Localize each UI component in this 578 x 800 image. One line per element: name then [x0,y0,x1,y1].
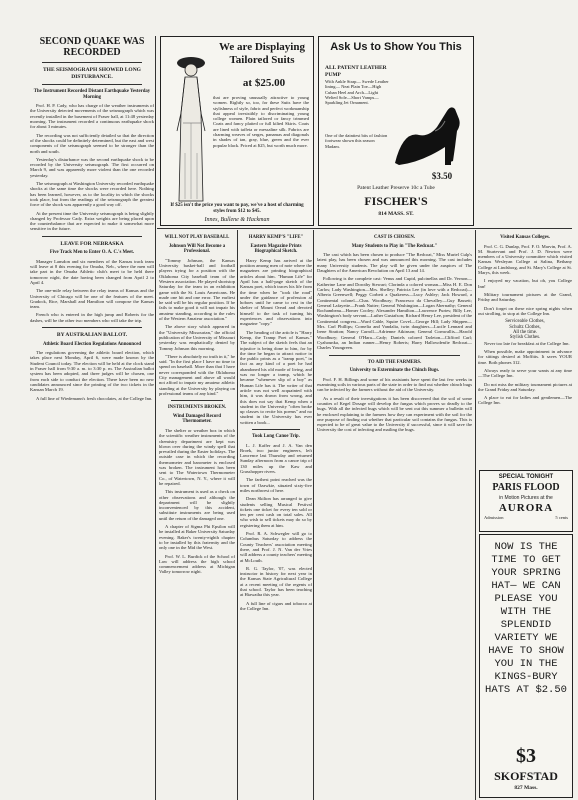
shoe-address: 814 MASS. ST. [378,211,414,217]
shoe-price: $3.50 [431,171,453,181]
column-1 [30,36,154,800]
shoe-ad [318,36,474,226]
shoe-note: One of the daintiest bits of fashion footwear shown this season Madam. [325,133,388,149]
article-paragraph: The one-mile relay between the relay teams of Kansas and the University of Chicago will be one of the features of the meet. Gradock, Rice, Marshall and Hamilton will compose the Kansas team. [30,288,154,310]
aurora-name: AURORA [498,502,554,514]
section-rule [157,228,572,229]
aurora-line-3: in Motion Pictures at the [499,495,553,501]
brief: Always ready to serve your wants at any time—The College Inn. [478,367,572,379]
subhead-ballot: Athletic Board Election Regulations Announced [42,341,142,347]
article-paragraph: The farthest point reached was the town of Ozawkie, situated sixty-five miles northwest of here. [240,477,312,493]
headline-instruments: INSTRUMENTS BROKEN. [167,405,227,411]
clothes-line: Serviceable Clothes, [505,319,545,325]
article-paragraph: Following is the complete cast: Venus and Cupid, pulcinellas and Dr. Vernon—Katherine Lane and Dorothy Stewart; Clorinda a colored woman—Miss H. E. Don Carlos; Lady Washington—Mrs. Shelley; Patricia Lee (in love with a Redcoat)—Alberta Greenwell; Peggy Corbett a Quakeress—Lucy Ashley; Jack Howard, a Continental colonel—Chas. Woodbury; Francesco da Chevalley—Guy Bassett; General Lafayette—Frank Nutter; General Washington—Logan Abernathy; General Rochambeau—Homer Cooley; Alexander Hamilton—Lawrence Purtes; Billy Lee, Washington's body servant—Luther Gustafson; Richard Henry Lee, president of the Continental congress—Ward Cable, Squire Covel—George Hill; Lady Shippen—Mrs. Carl Phillips; Cornelia and Vandalia, twin daughters—Lucile Lennard and Irene Stratton; Nancy Carroll—Adrienne Atkinson; General Cornwallis—Harold Woodbury; General O'Hara—Cady; Daniels colored Tarleton—Clifford Carl; Cyahounka, an Indian runner—Henry Roberts; Harry Hallowdenfie Redcoat—Charles Youngreen. [317,276,472,351]
aurora-line-1: SPECIAL TONIGHT [498,474,554,480]
column-2 [159,232,235,800]
article-paragraph: Prof. R. A. Schwegler will go to Columbus Saturday to address the County Teachers' association meeting there, and Prof. J. N. Van der Vries will address a county teachers' meeting at McLouth. [240,531,312,563]
article-paragraph: The cast which has been chosen to produce "The Redcoat," Miss Muriel Culp's latest play, has been chosen and was announced this morning. The cast includes many University students. The play will be given under the auspices of The Daughters of the American Revolution on April 13 and 14. [317,252,472,274]
article-paragraph: Prof. H. P. Cady, who has charge of the weather instruments of the University detected movements of the seismograph which was recently installed in the basement of Fraser hall, at 11:48 yesterday morning. The instrument recorded a continuous earthquake shock for about 3 minutes. [30,103,154,130]
suits-headline: We are Displaying Tailored Suits [219,41,305,66]
skofstad-name: SKOFSTAD [494,769,558,783]
skofstad-address: 827 Mass. [514,785,538,791]
article-paragraph: As a result of their investigations it has been discovered that the soil of some counties of Kegel Dosage will develop the fungus which proves so deadly to the bugs. With all the infected bugs which will be sent out this summer a bulletin will be enclosed explaining to the farmers how they can experiment with the soil for the one purpose of finding out whether that particular soil contains the fungus. This is expected to be of great value to the University if successful, since it will save the University the cost of infecting and mailing the bugs. [317,395,472,433]
brief: I enjoyed my vacation, but oh, you College Inn! [478,278,572,289]
article-paragraph: Prof. W. L. Burdick of the School of Law will address the high school commencement address at Michigan Valley tomorrow night. [159,553,235,575]
headline-quake: SECOND QUAKE WAS RECORDED [39,36,145,58]
article-paragraph: Harry Kemp has arrived at the position among men of note where the magazines are printing biographical articles about him. "Human Life" for April has a half-page sketch of the Kansas poet, which traces his life from the time when he "took the road" under the guidance of profession al hoboes until he came to rest in the shelter of Mount Oread and devoted himself to the task of turning his experiences and observations into magazine "copy." [240,257,312,327]
clothes-line: Schultz Clothes, [509,324,541,330]
article-paragraph: A full line of cigars and tobacco at the College Inn. [240,600,312,611]
article-paragraph: L. J. Kaffer and J. A. Van den Broek, two junior engineers, left Lawrence last Thursday and returned Sunday afternoon from a canoe trip of 130 miles up the Kaw and Grasshopper rivers. [240,442,312,475]
subhead-farmers: University to Exterminate the Chinch Bugs. [349,368,440,374]
column-rule [313,230,314,800]
article-paragraph: French who is entered in the high jump and Roberts for the dashes, will be the other two members who will take the trip. [30,312,154,323]
shoe-features: With Ankle Strap— Swede Leather lining— Neat Plain Toe—High Cuban Heel and Arch—Light Welted Sole—Short Vamps— Sparkling Jet Ornament. [325,79,389,106]
brief: When possible, make appointment in advance for sittings desired at Moffitts. It saves YOUR time. Both phones 312. [478,349,572,365]
article-paragraph: The heading of the article is "Harry Kemp, the Tramp Poet of Kansas." The subject of the sketch feels that an injustice is being done to him, for by the time he began to attract notice in the public prints as a "tramp poet," in fact as any kind of a poet he had abandoned his old mode of living, and was no longer a tramp, which he became "whenever slip of a boy" as Human Life has it. The writer of that article was not well acquainted with him, it was drawn from wrong, and this does not say that Kemp when a student in the University "often broke up classes to recite his poems" and no student in the University has ever written a book... [240,329,312,425]
suits-ad [160,36,314,226]
suits-copy: that are proving unusually attractive to young women. Rightly so, too, for these Suits have the stylishness of style, fabric and perfect workmanship that appeal irresistibly to discriminating young college women. Plain tailored or fancy trimmed Coats and fancy plaited or full kilted Skirts. Coats are lined with taffeta or messaline silk. Fabrics are charming weaves of serges, panamas and diagonals in shades of tan, gray, blue, green and the ever popular black. Priced at $25, but worth much more. [213,95,309,148]
shoe-caption: Patent Leather Preserve 10c a Tube [357,185,435,191]
shoe-product-title: ALL PATENT LEATHER PUMP [325,65,387,78]
subhead-cast: Many Students to Play in "The Redcoat." [351,243,438,249]
brief: Don't forget on these nice spring nights when out strolling, to stop at the College Inn. [478,305,572,316]
subhead-instruments: Wind Damaged Record Thermometer. [172,413,222,425]
aurora-price: 5 cents [555,515,568,520]
skofstad-copy: NOW IS THE TIME TO GET YOUR SPRING HAT— WE CAN PLEASE YOU WITH THE SPLENDID VARIETY WE HAVE TO SHOW YOU IN THE KINGS-BURY HATS AT $2.50 [485,541,567,696]
article-paragraph: A full line of Wiedemann's fresh chocolates, at the College Inn. [36,395,153,401]
article-paragraph: The seismograph at Washington University recorded earthquake shocks at the same time the shocks were recorded here. Nothing has been learned, however, as to the locality in which the shocks took place, but from the readings of the seismograph the greatest force of the shock was apparently a good way off. [30,181,154,208]
headline-ballot: BY AUSTRALIAN BALLOT. [56,332,128,339]
headline-colleges: Visited Kansas Colleges. [500,235,550,240]
article-paragraph: "Tommy Johnson, the Kansas University basket-ball and football players trying for a position with the Oklahoma City baseball team of the Western association. He played shortstop Saturday for the team in an exhibition game with the St. Louis Americans. He made one hit and one error. The earliest he said will be his regular position. If he fails to make good it will not impair his amateur standing, according to the rules of the Western Amateur association." [159,257,235,322]
subhead-baseball: Johnson Will Not Become a Professional. [168,243,226,255]
article-paragraph: Manager Lansdon and six members of the Kansas track team will leave at 8 this evening for Omaha, Neb., where the men will take part in the Omaha Athletic club's meet to be held there tomorrow night, the date having been changed from April 2 to April 4. [30,258,154,285]
aurora-line-2: PARIS FLOOD [492,482,560,493]
column-rule [155,36,156,800]
headline-cast: CAST IS CHOSEN. [373,235,416,240]
column-rule [237,230,238,800]
article-paragraph: Prof. F. H. Billings and some of his assistants have spent the last few weeks in examining soils in various parts of the state in order to find out whether chinch bugs can be infected by the farmers without the aid of the University. [317,376,472,393]
column-3 [240,232,312,800]
brief: Military tournament pictures at the Grand, Friday and Saturday. [478,291,572,303]
woman-illustration [169,53,213,203]
article-paragraph: A chapter of Sigma Phi Epsilon will be installed at Baker University Saturday evening. Baker's twenty-eighth chapter to be installed by this fraternity and the only one in the Mid the West. [159,524,235,551]
article-paragraph: The regulations governing the athletic board election, which takes place next Monday, April 6, were made known by the Student Council today. The election will be held at the clock stand in Fraser hall from 9:30 a. m. to 3:30 p. m. The Australian ballot system has been adopted, and three judges will be chosen, one from each side to conduct the election. There have been no new candidates announced since the printing of the two tickets in the Kansan March 19. [30,350,154,393]
headline-harry-kemp: HARRY KEMP'S "LIFE" [248,235,304,240]
suits-price: at $25.00 [242,77,286,89]
column-4 [317,232,472,800]
article-paragraph: The above story which appeared in the "University Missourian," the official publication of the University of Missouri yesterday was emphatically denied by Tommy Johnson this morning. [159,324,235,351]
subhead-instrument: The Instrument Recorded Distant Earthquake Yesterday Morning [33,89,151,100]
article-paragraph: Yesterday's disturbance was the second earthquake shock to be recorded by the University seismograph. The first occurred on March 9, and was apparently more violent than the one recorded yesterday. [30,156,154,178]
brief: Do not miss the military tournament pictures at the Grand Friday and Saturday. [478,381,572,392]
article-paragraph: This instrument is used as a check on other observations and although the department will be slightly inconvenienced by this accident, substitute instruments are being used until the return of the damaged one. [159,489,235,521]
aurora-ad [479,470,573,532]
column-rule [475,230,476,800]
subhead-harry-kemp: Eastern Magazine Prints Biographical Sketch. [250,243,302,255]
aurora-admission-row [480,514,572,520]
shoe-store-name: FISCHER'S [364,194,428,208]
aurora-admission: Admission [484,515,504,520]
brief: Never too late for breakfast at the College Inn. [484,340,570,346]
clothes-line: All the time. [512,329,538,335]
article-paragraph: The shelter or weather box in which the scientific weather instruments of the chemistry department are kept was blown over during the windy spell that prevailed during the Easter holidays. The outside case in which the recording thermometer and barometer is enclosed was broken. The instrument has been sent to The Watertown Thermometer Co., of Watertown, N. Y., where it will be repaired. [159,427,235,486]
suits-footer: If $25 isn't the price you want to pay, we've a host of charming styles from $12 to $45. [170,203,304,214]
article-paragraph: R. G. Taylor, '07, was elected instructor in history for next year in the Kansas State Agricultural College at a recent meeting of the regents of that school. Taylor has been teaching at Hiawatha this year. [240,565,312,598]
clothes-line: Stylish Clothes. [509,335,541,341]
subhead-seismograph: THE SEISMOGRAPH SHOWED LONG DISTURBANCE. [43,67,141,80]
article-paragraph: "There is absolutely no truth in it," he said. "In the first place I have no time to spend on baseball. More than that I have never corresponded with the Oklahoma City management and above all would not afford to impair my amateur athletic standing at the University by playing on professional teams of any kind." [159,353,235,396]
skofstad-ad [479,534,573,798]
subhead-track: Five Track Men to Enter O. A. C.'s Meet. [49,250,135,256]
shoe-illustration [389,101,471,171]
article-paragraph: At the present time the University seismograph is being slightly changed by Professor Cady. Extra weights are being placed upon the counterbalance that are expected to make it somewhat more sensitive in the future. [30,210,154,232]
headline-nebraska: LEAVE FOR NEBRASKA [60,240,124,247]
article-paragraph: The recording was not sufficiently detailed so that the direction of the shocks could be definitely determined, but the east and west components of the seismograph seemed to be stronger than the north and south. [30,132,154,154]
headline-canoe-trip: Took Long Canoe Trip. [252,433,300,439]
skofstad-price: $3 [516,745,536,767]
shoe-headline: Ask Us to Show You This [330,41,462,53]
article-paragraph: Dean Skilton has arranged to give students selling Musical Festival tickets one ticket for every ten sold or ten per cent cash on total sales. All who wish to sell tickets may do so by registering them at him. [240,496,312,528]
headline-farmers: TO AID THE FARMERS. [367,359,422,365]
clothes-brief [478,319,572,341]
article-paragraph: Prof. C. G. Dunlap, Prof. F. O. Marvin, Prof. A. M. Sturtevant and Prof. J. D. Newton were members of a University committee which visited Kansas Wesleyan College at Salina, Bethany College at Lindsborg, and St. Mary's College at St. Marys, this week. [478,243,572,276]
brief: A place to eat for ladies and gentlemen—The College Inn. [478,395,572,406]
headline-baseball: WILL NOT PLAY BASEBALL [164,235,230,240]
suits-signature: Innes, Bullene & Hackman [204,217,270,223]
